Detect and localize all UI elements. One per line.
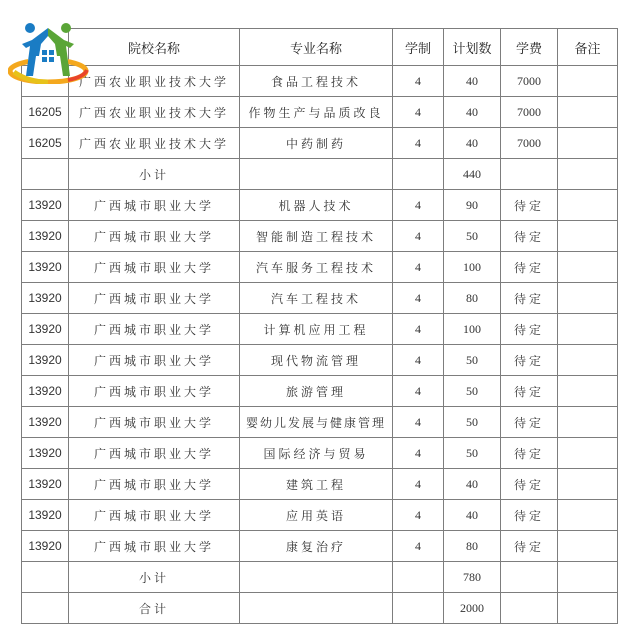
cell-fee	[501, 159, 558, 190]
house-people-logo-icon	[8, 22, 94, 84]
cell-years: 4	[393, 252, 444, 283]
cell-note	[558, 345, 618, 376]
header-years: 学制	[393, 29, 444, 66]
cell-years: 4	[393, 190, 444, 221]
cell-school: 广西城市职业大学	[69, 283, 240, 314]
cell-years: 4	[393, 500, 444, 531]
cell-major: 汽车工程技术	[240, 283, 393, 314]
total-row	[22, 593, 618, 624]
cell-plan: 50	[444, 221, 501, 252]
cell-plan: 80	[444, 283, 501, 314]
cell-note	[558, 469, 618, 500]
cell-school: 广西农业职业技术大学	[69, 128, 240, 159]
cell-code: 16205	[22, 97, 69, 128]
cell-note	[558, 252, 618, 283]
cell-fee: 7000	[501, 128, 558, 159]
cell-note	[558, 500, 618, 531]
cell-code: 13920	[22, 407, 69, 438]
cell-subtotal-label: 小计	[69, 159, 240, 190]
table-row	[22, 283, 618, 314]
cell-school: 广西城市职业大学	[69, 190, 240, 221]
cell-major: 国际经济与贸易	[240, 438, 393, 469]
cell-plan: 90	[444, 190, 501, 221]
cell-plan: 80	[444, 531, 501, 562]
cell-years: 4	[393, 283, 444, 314]
cell-code: 13920	[22, 190, 69, 221]
cell-major	[240, 562, 393, 593]
subtotal-row	[22, 159, 618, 190]
cell-code: 13920	[22, 345, 69, 376]
enrollment-plan-table	[21, 28, 618, 624]
cell-major: 食品工程技术	[240, 66, 393, 97]
cell-school: 广西城市职业大学	[69, 221, 240, 252]
cell-years	[393, 593, 444, 624]
cell-fee	[501, 562, 558, 593]
cell-fee: 待定	[501, 531, 558, 562]
table-row	[22, 500, 618, 531]
cell-fee: 待定	[501, 407, 558, 438]
cell-major	[240, 593, 393, 624]
cell-years	[393, 159, 444, 190]
cell-years: 4	[393, 469, 444, 500]
cell-note	[558, 128, 618, 159]
cell-code: 13920	[22, 376, 69, 407]
cell-years: 4	[393, 97, 444, 128]
cell-note	[558, 438, 618, 469]
cell-note	[558, 562, 618, 593]
cell-major: 现代物流管理	[240, 345, 393, 376]
cell-fee: 待定	[501, 252, 558, 283]
cell-school: 广西城市职业大学	[69, 407, 240, 438]
cell-plan: 40	[444, 469, 501, 500]
table-row	[22, 66, 618, 97]
cell-fee: 待定	[501, 469, 558, 500]
header-major: 专业名称	[240, 29, 393, 66]
cell-major: 婴幼儿发展与健康管理	[240, 407, 393, 438]
cell-fee: 待定	[501, 438, 558, 469]
table-row	[22, 345, 618, 376]
subtotal-row	[22, 562, 618, 593]
cell-major: 康复治疗	[240, 531, 393, 562]
cell-fee: 待定	[501, 376, 558, 407]
table-header-row	[22, 29, 618, 66]
cell-note	[558, 283, 618, 314]
cell-note	[558, 159, 618, 190]
cell-code: 13920	[22, 283, 69, 314]
cell-school: 广西农业职业技术大学	[69, 97, 240, 128]
header-school: 院校名称	[69, 29, 240, 66]
cell-plan: 100	[444, 314, 501, 345]
cell-plan: 40	[444, 128, 501, 159]
cell-major: 机器人技术	[240, 190, 393, 221]
cell-years: 4	[393, 376, 444, 407]
cell-fee: 待定	[501, 283, 558, 314]
cell-years: 4	[393, 438, 444, 469]
table-row	[22, 376, 618, 407]
cell-code	[22, 159, 69, 190]
table-row	[22, 97, 618, 128]
cell-total-plan: 2000	[444, 593, 501, 624]
header-plan: 计划数	[444, 29, 501, 66]
cell-code: 13920	[22, 221, 69, 252]
header-fee: 学费	[501, 29, 558, 66]
cell-fee: 7000	[501, 66, 558, 97]
cell-school: 广西城市职业大学	[69, 531, 240, 562]
cell-subtotal-plan: 780	[444, 562, 501, 593]
cell-fee: 待定	[501, 500, 558, 531]
cell-code: 13920	[22, 438, 69, 469]
cell-plan: 50	[444, 438, 501, 469]
cell-code: 16205	[22, 128, 69, 159]
cell-fee: 待定	[501, 221, 558, 252]
cell-fee: 7000	[501, 97, 558, 128]
cell-note	[558, 531, 618, 562]
table-row	[22, 128, 618, 159]
cell-fee: 待定	[501, 345, 558, 376]
cell-note	[558, 97, 618, 128]
cell-years: 4	[393, 345, 444, 376]
table-row	[22, 252, 618, 283]
cell-fee: 待定	[501, 314, 558, 345]
cell-school: 广西城市职业大学	[69, 438, 240, 469]
cell-years	[393, 562, 444, 593]
cell-major: 应用英语	[240, 500, 393, 531]
cell-school: 广西城市职业大学	[69, 469, 240, 500]
cell-subtotal-label: 小计	[69, 562, 240, 593]
cell-school: 广西城市职业大学	[69, 500, 240, 531]
cell-major: 中药制药	[240, 128, 393, 159]
cell-code	[22, 562, 69, 593]
cell-code: 13920	[22, 531, 69, 562]
cell-major: 计算机应用工程	[240, 314, 393, 345]
table-row	[22, 190, 618, 221]
cell-note	[558, 66, 618, 97]
cell-code	[22, 593, 69, 624]
cell-plan: 40	[444, 66, 501, 97]
table-row	[22, 469, 618, 500]
cell-note	[558, 407, 618, 438]
cell-note	[558, 593, 618, 624]
cell-code: 13920	[22, 314, 69, 345]
cell-major: 汽车服务工程技术	[240, 252, 393, 283]
cell-note	[558, 376, 618, 407]
cell-code: 13920	[22, 500, 69, 531]
cell-plan: 50	[444, 407, 501, 438]
cell-plan: 50	[444, 345, 501, 376]
cell-plan: 50	[444, 376, 501, 407]
cell-code: 13920	[22, 252, 69, 283]
cell-plan: 40	[444, 500, 501, 531]
cell-major	[240, 159, 393, 190]
cell-plan: 40	[444, 97, 501, 128]
cell-note	[558, 314, 618, 345]
cell-years: 4	[393, 314, 444, 345]
cell-note	[558, 221, 618, 252]
cell-note	[558, 190, 618, 221]
cell-school: 广西农业职业技术大学	[69, 66, 240, 97]
table-row	[22, 221, 618, 252]
cell-years: 4	[393, 66, 444, 97]
table-row	[22, 407, 618, 438]
cell-major: 智能制造工程技术	[240, 221, 393, 252]
cell-total-label: 合计	[69, 593, 240, 624]
table-row	[22, 314, 618, 345]
table-row	[22, 531, 618, 562]
cell-fee	[501, 593, 558, 624]
cell-school: 广西城市职业大学	[69, 252, 240, 283]
cell-major: 建筑工程	[240, 469, 393, 500]
cell-code: 13920	[22, 469, 69, 500]
cell-years: 4	[393, 531, 444, 562]
cell-school: 广西城市职业大学	[69, 314, 240, 345]
cell-years: 4	[393, 221, 444, 252]
cell-school: 广西城市职业大学	[69, 376, 240, 407]
cell-school: 广西城市职业大学	[69, 345, 240, 376]
cell-years: 4	[393, 407, 444, 438]
cell-major: 旅游管理	[240, 376, 393, 407]
cell-years: 4	[393, 128, 444, 159]
cell-major: 作物生产与品质改良	[240, 97, 393, 128]
cell-subtotal-plan: 440	[444, 159, 501, 190]
cell-fee: 待定	[501, 190, 558, 221]
header-note: 备注	[558, 29, 618, 66]
table-row	[22, 438, 618, 469]
cell-plan: 100	[444, 252, 501, 283]
